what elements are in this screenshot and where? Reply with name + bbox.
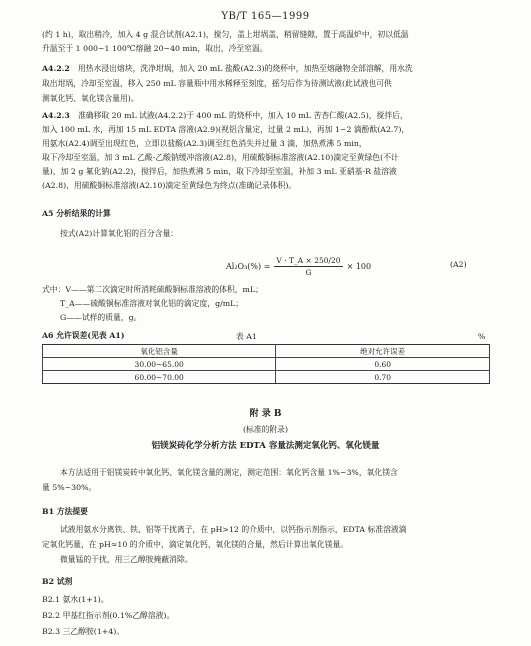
section-number: A4.2.2 (42, 64, 70, 73)
definition-line: 式中：V——第二次滴定时所消耗硫酸铜标准溶液的体积，mL； (42, 285, 263, 294)
definition-line: T_A——硫酸铜标准溶液对氧化铝的滴定度，g/mL； (60, 299, 244, 308)
table-header-row (43, 345, 490, 358)
formula-denominator: G (305, 268, 312, 277)
text-line: 测氧化钙、氧化镁含量用)。 (42, 94, 139, 103)
appendix-heading: 铝镁炭砖化学分析方法 EDTA 容量法测定氧化钙、氧化镁量 (151, 441, 380, 451)
list-item: B2.1 氨水(1+1)。 (42, 595, 109, 604)
table-header-cell: 氧化铝含量 (43, 345, 276, 358)
appendix-title: 附 录 B (249, 409, 282, 419)
text-line: 试液用氨水分离铁、铁、铝等干扰离子，在 pH>12 的介质中，以钙指示剂指示，EDTA 标准溶液滴 (60, 525, 407, 534)
text-line: 准确移取 20 mL 试液(A4.2.2)于 400 mL 的烧杯中，加入 10 mL 苦杏仁酸(A2.5)，搅拌后， (78, 111, 408, 120)
table-cell: 30.00~65.00 (43, 358, 276, 371)
section-heading: B1 方法提要 (42, 507, 88, 516)
text-line: 取下冷却至室温，加 3 mL 乙酸-乙酸钠缓冲溶液(A2.8)，用硫酸铜标准溶液(A2.10)滴定至黄绿色(不计 (42, 153, 399, 162)
table-header-cell: 绝对允许误差 (276, 345, 490, 358)
table-row (43, 371, 490, 384)
table-row (43, 358, 490, 371)
text-line: 本方法适用于铝镁炭砖中氧化钙、氧化镁含量的测定，测定范围：氧化钙含量 1%~3%，氧化镁含 (60, 468, 398, 477)
text-line: 用氨水(A2.4)调至出现红色，立即以盐酸(A2.3)调至红色消失并过量 3 滴，加热煮沸 5 min， (42, 139, 367, 148)
text-line: 量 5%~30%。 (42, 483, 97, 492)
list-item: B2.3 三乙醇胺(1+4)。 (42, 627, 125, 636)
text-line: 用热水浸出熔块，洗净坩埚，加入 20 mL 盐酸(A2.3)的烧杯中，加热至熔融物全部溶解，用水洗 (78, 64, 413, 73)
table-caption: 表 A1 (236, 332, 257, 341)
section-heading: A5 分析结果的计算 (42, 209, 111, 218)
text-line: (约 1 h)，取出稍冷，加入 4 g 混合试剂(A2.1)，搅匀，盖上坩埚盖，稍留缝隙，置于高温炉中，初以低温 (42, 30, 409, 39)
definition-line: G——试样的质量，g。 (60, 313, 142, 322)
formula-lhs: Al₂O₃(%) = (226, 262, 271, 271)
text-line: 取出坩埚，冷却至室温，移入 250 mL 容量瓶中用水稀释至刻度，摇匀后作为待测试液(此试液也可供 (42, 79, 392, 88)
text-line: 按式(A2)计算氧化铝的百分含量： (60, 229, 179, 238)
text-line: 量)，加 2 g 氟化钠(A2.2)，搅拌后，加热煮沸 5 min，取下冷却至室温，补加 3 mL 亚硝基-R 盐溶液 (42, 167, 397, 176)
text-line: 定氧化钙量，在 pH≈10 的介质中，滴定氧化钙、氧化镁的合量，然后计算出氧化镁量。 (42, 540, 349, 549)
formula-tail: × 100 (346, 262, 372, 271)
text-line: 加入 100 mL 水，再加 15 mL EDTA 溶液(A2.9)(视铝含量定，过量 2 mL)，再加 1~2 滴酚酞(A2.7)， (42, 125, 410, 134)
table-cell: 0.70 (276, 371, 490, 384)
formula-fraction (274, 256, 342, 277)
formula-a2 (226, 256, 371, 277)
table-a1 (42, 344, 490, 384)
table-cell: 60.00~70.00 (43, 371, 276, 384)
section-number: A4.2.3 (42, 111, 70, 120)
section-heading: A6 允许误差(见表 A1) (42, 331, 125, 340)
formula-tag: (A2) (450, 260, 467, 269)
section-heading: B2 试剂 (42, 577, 73, 586)
page-header: YB/T 165—1999 (221, 11, 310, 22)
table-cell: 0.60 (276, 358, 490, 371)
text-line: 升温至于 1 000~1 100℃熔融 20~40 min，取出，冷至室温。 (42, 44, 268, 53)
text-line: 微量锰的干扰，用三乙醇胺掩蔽消除。 (60, 555, 193, 564)
list-item: B2.2 甲基红指示剂(0.1%乙醇溶液)。 (42, 611, 175, 620)
formula-numerator: V · T_A × 250/20 (276, 256, 341, 265)
appendix-subtitle: (标准的附录) (242, 425, 289, 434)
text-line: (A2.8)，用硫酸铜标准溶液(A2.10)滴定至黄绿色为终点(准确记录体积)。 (42, 181, 297, 190)
table-unit: % (478, 332, 486, 341)
